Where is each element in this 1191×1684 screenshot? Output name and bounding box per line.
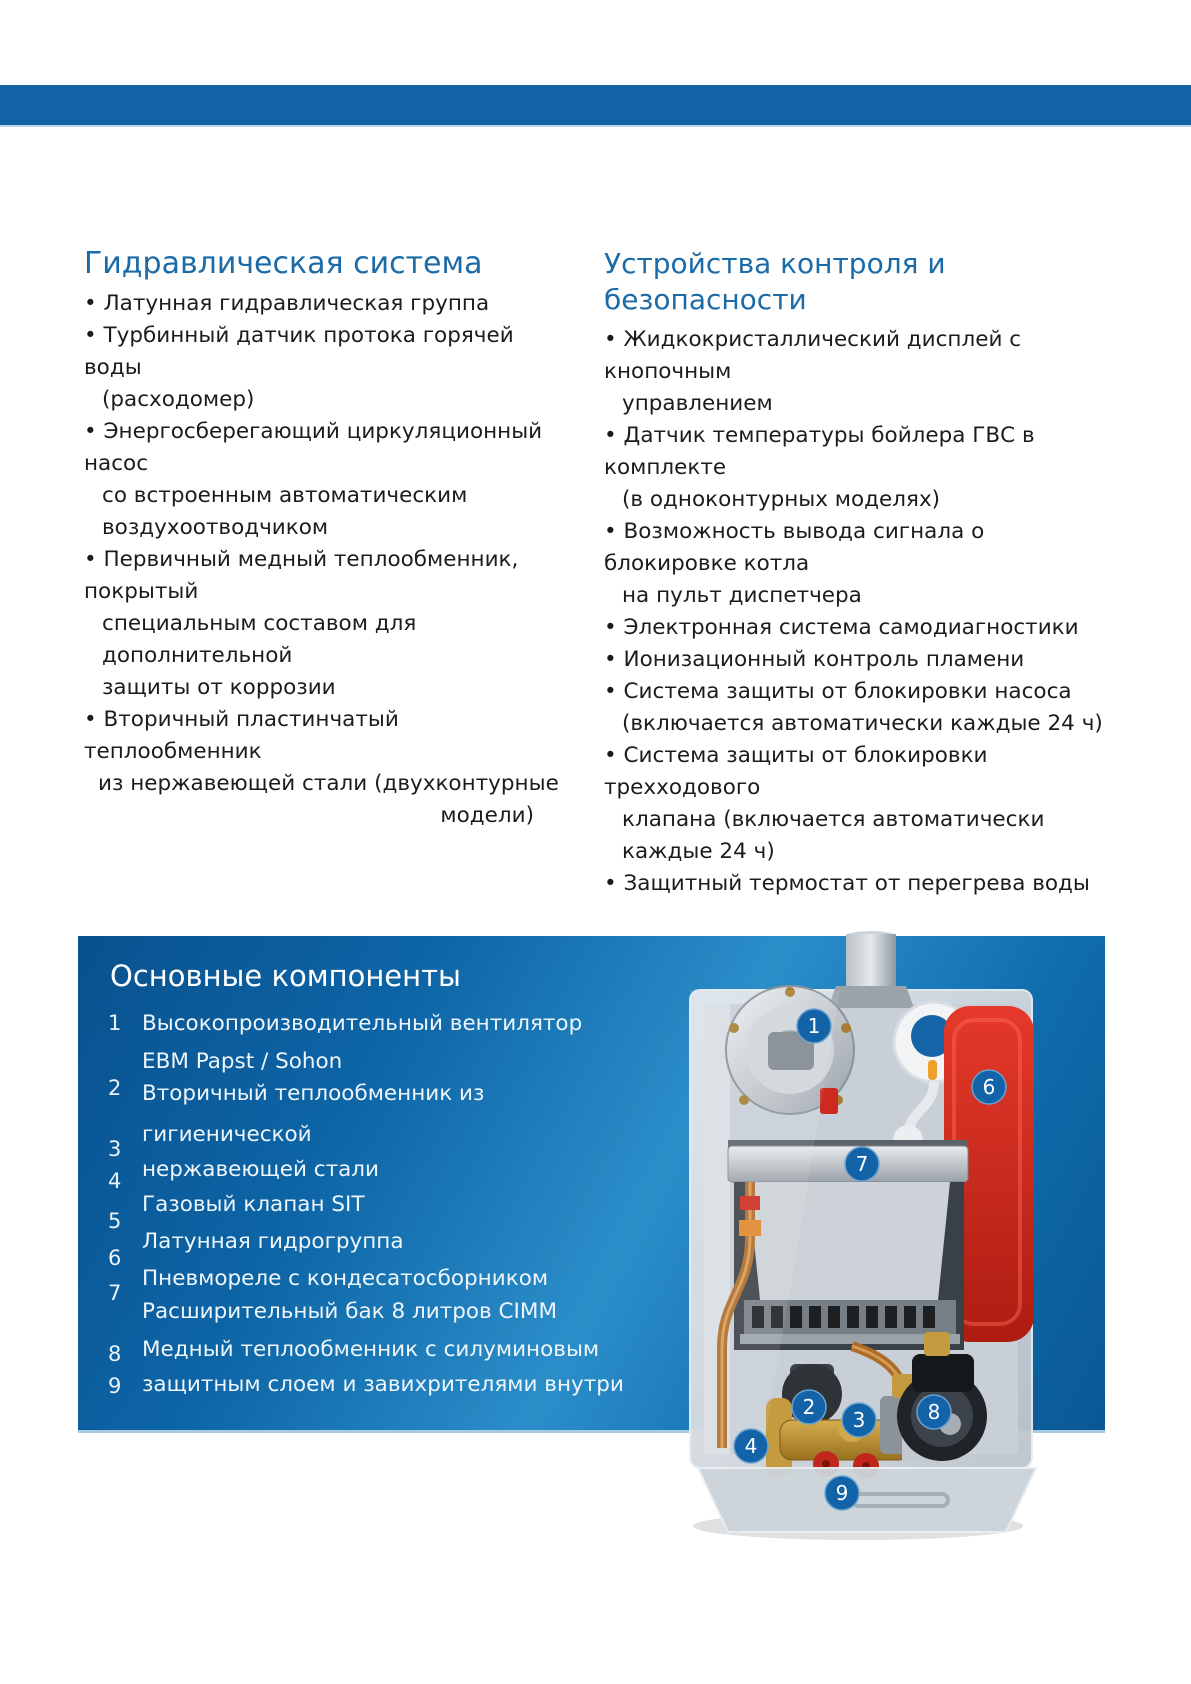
component-label: гигиенической [142, 1122, 312, 1147]
bullet-line: • Турбинный датчик протока горячей [84, 323, 514, 348]
bullet-line: (включается автоматически каждые 24 ч) [622, 711, 1103, 736]
burner-slot [790, 1306, 802, 1328]
component-label: Латунная гидрогруппа [142, 1229, 404, 1254]
bullet-line: • Система защиты от блокировки насоса [604, 679, 1072, 704]
component-label: Высокопроизводительный вентилятор [142, 1011, 583, 1036]
component-label: Пневмореле с кондесатосборником [142, 1266, 549, 1291]
burner-slot [809, 1306, 821, 1328]
flue-collar [828, 986, 914, 1008]
bullet-line: из нержавеющей стали (двухконтурные [98, 771, 559, 796]
component-number: 9 [108, 1374, 122, 1398]
marker-label: 8 [927, 1400, 941, 1424]
pump-fitting [924, 1332, 950, 1356]
component-number: 6 [108, 1246, 122, 1270]
component-label: Медный теплообменник с силуминовым [142, 1337, 600, 1362]
bullet-line: на пульт диспетчера [622, 583, 862, 608]
bullet-line: • Система защиты от блокировки [604, 743, 988, 768]
red-valve-center [822, 1460, 830, 1468]
bullet-line: • Защитный термостат от перегрева воды [604, 871, 1090, 896]
marker-4 [734, 1429, 768, 1463]
bullet-line: клапана (включается автоматически [622, 807, 1045, 832]
marker-label: 7 [855, 1152, 869, 1176]
component-label: защитным слоем и завихрителями внутри [142, 1372, 624, 1397]
bullet-line: модели) [440, 803, 534, 828]
burner-slot [885, 1306, 897, 1328]
marker-label: 1 [807, 1014, 821, 1038]
bullet-line: (расходомер) [102, 387, 255, 412]
component-number: 1 [108, 1011, 122, 1035]
component-label: нержавеющей стали [142, 1157, 379, 1182]
section-title-hydraulic: Гидравлическая система [84, 246, 483, 281]
bullet-line: со встроенным автоматическим [102, 483, 468, 508]
panel-title: Основные компоненты [110, 959, 461, 993]
bullet-line: воды [84, 355, 142, 380]
bullet-line: воздухоотводчиком [102, 515, 329, 540]
burner-slot [866, 1306, 878, 1328]
component-number: 5 [108, 1209, 122, 1233]
bullet-line: защиты от коррозии [102, 675, 336, 700]
hydraulic-system-section [84, 246, 559, 832]
burner-slot [828, 1306, 840, 1328]
component-label: EBM Papst / Sohon [142, 1049, 343, 1074]
marker-label: 4 [744, 1434, 758, 1458]
section-title-control-safety: Устройства контроля и безопасности [604, 247, 946, 316]
bullet-line: • Вторичный пластинчатый [84, 707, 399, 732]
burner-slot [904, 1306, 916, 1328]
bullet-line: • Энергосберегающий циркуляционный [84, 419, 543, 444]
bullet-line: кнопочным [604, 359, 732, 384]
bullet-line: блокировке котла [604, 551, 810, 576]
bullet-line: • Латунная гидравлическая группа [84, 291, 490, 316]
component-label: Газовый клапан SIT [142, 1192, 365, 1217]
bullet-line: покрытый [84, 579, 199, 604]
bullet-line: (в одноконтурных моделях) [622, 487, 941, 512]
component-number: 7 [108, 1281, 122, 1305]
marker-label: 2 [802, 1395, 816, 1419]
marker-8 [917, 1395, 951, 1429]
component-label: Расширительный бак 8 литров CIMM [142, 1299, 557, 1324]
bullet-line: теплообменник [84, 739, 262, 764]
bullet-line: • Ионизационный контроль пламени [604, 647, 1025, 672]
marker-6 [972, 1070, 1006, 1104]
bullet-line: управлением [622, 391, 773, 416]
component-number: 4 [108, 1169, 122, 1193]
burner-slot [923, 1306, 935, 1328]
burner-slot [847, 1306, 859, 1328]
flue-pipe [846, 934, 896, 992]
component-number: 8 [108, 1342, 122, 1366]
bullet-line: насос [84, 451, 149, 476]
bullet-line: • Электронная система самодиагностики [604, 615, 1079, 640]
marker-label: 9 [835, 1481, 849, 1505]
bullet-line: комплекте [604, 455, 727, 480]
bullet-line: • Датчик температуры бойлера ГВС в [604, 423, 1035, 448]
component-label: Вторичный теплообменник из [142, 1081, 485, 1106]
boiler-cutaway-photo [640, 928, 1070, 1548]
component-number: 2 [108, 1076, 122, 1100]
control-safety-section [604, 246, 1104, 900]
top-blue-bar [0, 85, 1191, 127]
bullet-line: • Первичный медный теплообменник, [84, 547, 519, 572]
bullet-line: каждые 24 ч) [622, 839, 775, 864]
bullet-line: трехходового [604, 775, 761, 800]
bullet-line: • Жидкокристаллический дисплей с [604, 327, 1022, 352]
component-number: 3 [108, 1137, 122, 1161]
bullet-line: • Возможность вывода сигнала о [604, 519, 985, 544]
bullet-line: специальным составом для [102, 611, 417, 636]
marker-1 [797, 1009, 831, 1043]
gauge-pointer [928, 1060, 937, 1080]
marker-label: 3 [852, 1408, 866, 1432]
pump-head [912, 1354, 974, 1392]
marker-2 [792, 1390, 826, 1424]
marker-9 [825, 1476, 859, 1510]
bolt [841, 1023, 851, 1033]
marker-3 [842, 1403, 876, 1437]
bullet-line: дополнительной [102, 643, 293, 668]
bottom-tray [698, 1468, 1036, 1532]
marker-7 [845, 1147, 879, 1181]
marker-label [784, 1456, 797, 1480]
marker-label: 6 [982, 1075, 996, 1099]
